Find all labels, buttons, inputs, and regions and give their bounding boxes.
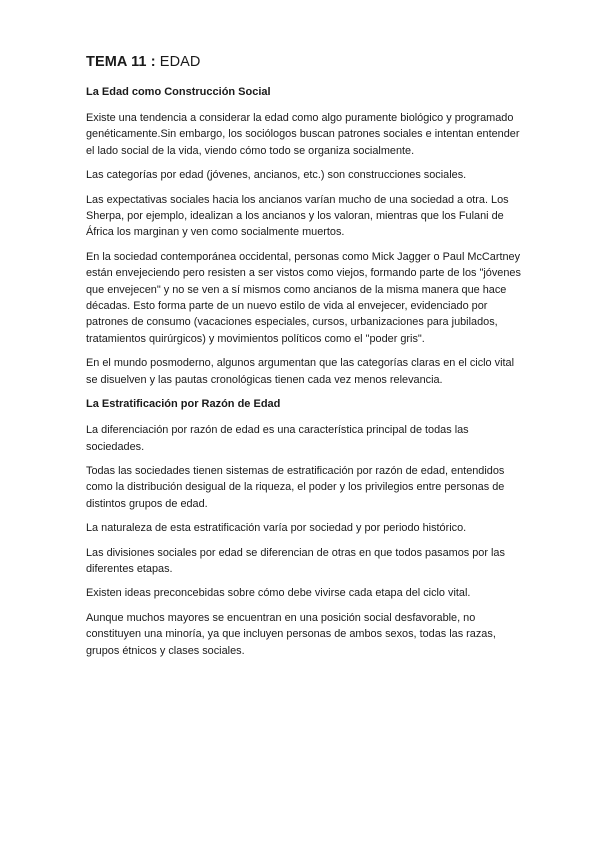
title-subject: EDAD [159, 54, 201, 70]
section-edad-construccion-social [86, 84, 526, 388]
paragraph: La naturaleza de esta estratificación varía por sociedad y por periodo histórico. [86, 522, 467, 535]
paragraph: Las expectativas sociales hacia los ancianos varían mucho de una sociedad a otra. Los Sherpa, por ejemplo, idealizan a los ancianos y los valoran, mientras que los Fulani de África los marginan y ven como socialmente muertos. [86, 193, 509, 239]
paragraph: La diferenciación por razón de edad es una característica principal de todas las sociedades. [86, 424, 469, 453]
paragraph: Existe una tendencia a considerar la edad como algo puramente biológico y programado genéticamente.Sin embargo, los sociólogos buscan patrones sociales e intentan entender el lado social de la vida, viendo cómo todo se organiza socialmente. [86, 112, 520, 157]
paragraph: Las categorías por edad (jóvenes, ancianos, etc.) son construcciones sociales. [86, 169, 467, 182]
paragraph: Las divisiones sociales por edad se diferencian de otras en que todos pasamos por las diferentes etapas. [86, 546, 505, 575]
section-estratificacion-edad [86, 396, 526, 659]
paragraph: En el mundo posmoderno, algunos argumentan que las categorías claras en el ciclo vital se disuelven y las pautas cronológicas tienen cada vez menos relevancia. [86, 357, 515, 386]
paragraph: Existen ideas preconcebidas sobre cómo debe vivirse cada etapa del ciclo vital. [86, 587, 471, 600]
title-label: TEMA 11 : [86, 54, 156, 70]
paragraph: Todas las sociedades tienen sistemas de estratificación por razón de edad, entendidos como la distribución desigual de la riqueza, el poder y los privilegios entre personas de distintos grupos de edad. [86, 464, 505, 510]
section-heading: La Edad como Construcción Social [86, 86, 271, 98]
document-page [86, 54, 526, 667]
section-heading: La Estratificación por Razón de Edad [86, 398, 281, 411]
page-title [86, 54, 526, 70]
paragraph: Aunque muchos mayores se encuentran en una posición social desfavorable, no constituyen una minoría, ya que incluyen personas de ambos sexos, todas las razas, grupos étnicos y clases sociales. [86, 611, 496, 657]
paragraph: En la sociedad contemporánea occidental, personas como Mick Jagger o Paul McCartney están envejeciendo pero resisten a ser vistos como viejos, formando parte de los "jóvenes que envejecen" y no se ven a sí mismos como ancianos de la misma manera que hace décadas. Esto forma parte de un nuevo estilo de vida al envejecer, evidenciado por patrones de consumo (vacaciones especiales, cursos, urbanizaciones para jubilados, tratamientos quirúrgicos) y movimientos políticos como el "poder gris". [86, 250, 521, 345]
